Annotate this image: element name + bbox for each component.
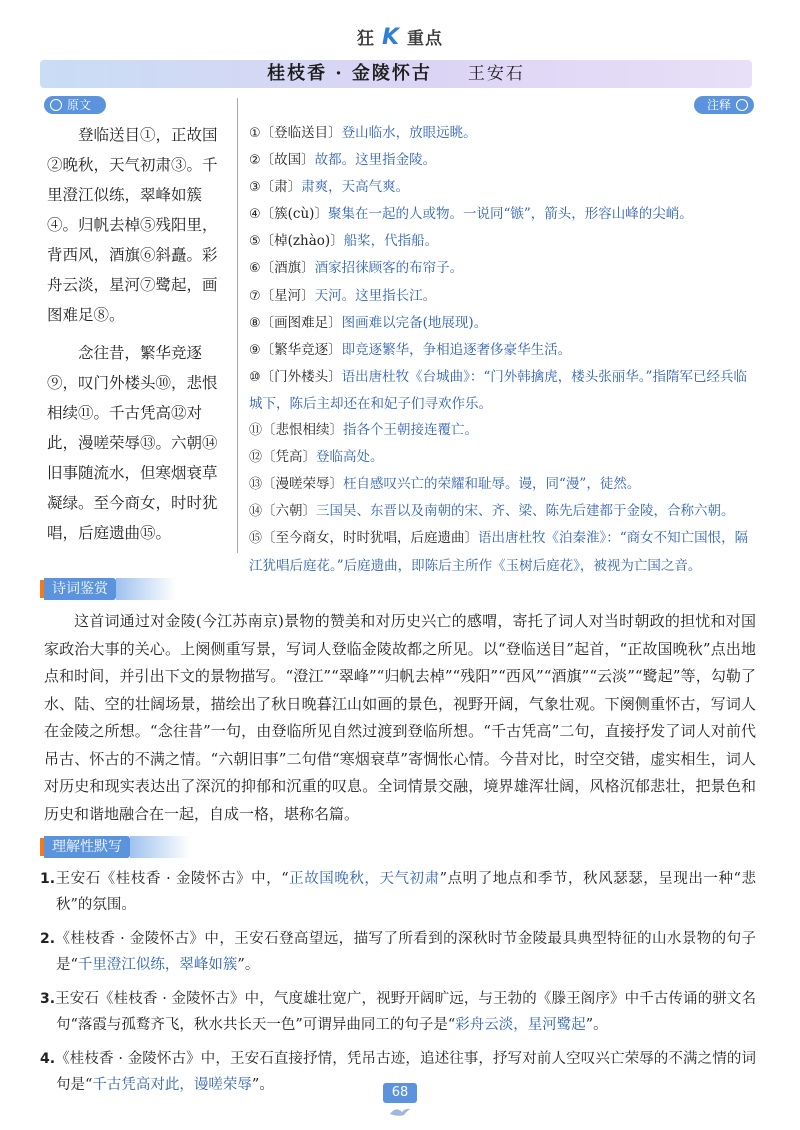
note-item: ③〔肃〕肃爽，天高气爽。 (249, 179, 410, 196)
notes-tag: 注释 (694, 96, 754, 114)
note-item: ①〔登临送目〕登山临水，放眼远眺。 (249, 125, 477, 141)
note-item: ②〔故国〕故都。这里指金陵。 (249, 152, 437, 169)
circle-arrow-icon (736, 99, 748, 111)
note-item: ⑭〔六朝〕三国吴、东晋以及南朝的宋、齐、梁、陈先后建都于金陵，合称六朝。 (249, 503, 735, 520)
note-item: ⑦〔星河〕天河。这里指长江。 (249, 287, 437, 304)
poem-stanza-1: 登临送目①，正故国②晚秋，天气初肃③。千里澄江似练，翠峰如簇④。归帆去棹⑤残阳里，背西风，酒旗⑥斜矗。彩舟云淡，星河⑦鹭起，画图难足⑧。 (47, 126, 218, 324)
note-item: ⑨〔繁华竞逐〕即竞逐繁华，争相追逐奢侈豪华生活。 (249, 341, 572, 358)
note-item: ⑬〔漫嗟荣辱〕枉自感叹兴亡的荣耀和耻辱。谩，同“漫”，徒然。 (249, 476, 641, 493)
note-item: ⑮〔至今商女，时时犹唱，后庭遗曲〕语出唐杜牧《泊秦淮》：“商女不知亡国恨，隔江犹唱后庭花。”后庭遗曲，即陈后主所作《玉树后庭花》，被视为亡国之音。 (249, 530, 749, 574)
note-item: ④〔簇(cù)〕聚集在一起的人或物。一说同“镞”，箭头，形容山峰的尖峭。 (249, 206, 693, 223)
question-item: 2.《桂枝香 · 金陵怀古》中，王安石登高望远，描写了所看到的深秋时节金陵最具典型特征的山水景物的句子是“千里澄江似练，翠峰如簇”。 (40, 931, 756, 973)
dictation-heading: 理解性默写 (40, 836, 190, 858)
poem-text (47, 120, 229, 548)
original-text-tag: 原文 (44, 96, 106, 114)
dictation-list (40, 866, 756, 1106)
appreciation-text: 这首词通过对金陵(今江苏南京)景物的赞美和对历史兴亡的感喟，寄托了词人对当时朝政的担忧和对国家政治大事的关心。上阕侧重写景，写词人登临金陵故都之所见。以“登临送目”起首，“正故国晚秋”点出地点和时间，并引出下文的景物描写。“澄江”“翠峰”“归帆去棹”“残阳”“西风”“酒旗”“云淡”“鹭起”等，勾勒了水、陆、空的壮阔场景，描绘出了秋日晚暮江山如画的景色，视野开阔，气象壮观。下阕侧重怀古，写词人在金陵之所想。“念往昔”一句，由登临所见自然过渡到登临所想。“千古凭高”二句，直接抒发了词人对前代吊古、怀古的不满之情。“六朝旧事”二句借“寒烟衰草”寄惆怅心情。今昔对比，时空交错，虚实相生，词人对历史和现实表达出了深沉的抑郁和沉重的叹息。全词情景交融，境界雄浑壮阔，风格沉郁悲壮，把景色和历史和谐地融合在一起，自成一格，堪称名篇。 (44, 612, 756, 823)
question-item: 4.《桂枝香 · 金陵怀古》中，王安石直接抒情，凭吊古迹，追述往事，抒写对前人空叹兴亡荣辱的不满之情的词句是“千古凭高对此，谩嗟荣辱”。 (40, 1051, 756, 1093)
poem-author: 王安石 (467, 64, 525, 84)
poem-title: 桂枝香 · 金陵怀古 (267, 63, 432, 84)
note-item: ⑤〔棹(zhào)〕船桨，代指船。 (249, 233, 439, 250)
column-divider (237, 98, 238, 553)
brand-header: 狂 K 重点 (357, 25, 443, 50)
page-number: 68 (383, 1083, 417, 1103)
title-bar (40, 60, 752, 88)
poem-stanza-2: 念往昔，繁华竞逐⑨，叹门外楼头⑩，悲恨相续⑪。千古凭高⑫对此，漫嗟荣辱⑬。六朝⑭旧事随流水，但寒烟衰草凝绿。至今商女，时时犹唱，后庭遗曲⑮。 (47, 344, 218, 542)
appreciation-heading: 诗词鉴赏 (40, 578, 176, 600)
note-item: ⑫〔凭高〕登临高处。 (249, 449, 384, 466)
notes-list (249, 120, 755, 579)
question-item: 1.王安石《桂枝香 · 金陵怀古》中，“正故国晚秋，天气初肃”点明了地点和季节，秋风瑟瑟，呈现出一种“悲秋”的氛围。 (40, 871, 756, 913)
question-item: 3.王安石《桂枝香 · 金陵怀古》中，气度雄壮宽广，视野开阔旷远，与王勃的《滕王阁序》中千古传诵的骈文名句“落霞与孤鹜齐飞，秋水共长天一色”可谓异曲同工的句子是“彩舟云淡，星河鹭起”。 (40, 991, 756, 1033)
note-item: ⑥〔酒旗〕酒家招徕顾客的布帘子。 (249, 260, 464, 277)
bird-icon (388, 1104, 412, 1118)
note-item: ⑩〔门外楼头〕语出唐杜牧《台城曲》：“门外韩擒虎，楼头张丽华。”指隋军已经兵临城下，陈后主却还在和妃子们寻欢作乐。 (249, 368, 747, 412)
note-item: ⑪〔悲恨相续〕指各个王朝接连覆亡。 (249, 422, 479, 439)
circle-arrow-icon (50, 99, 62, 111)
note-item: ⑧〔画图难足〕图画难以完备(地展现)。 (249, 314, 488, 331)
